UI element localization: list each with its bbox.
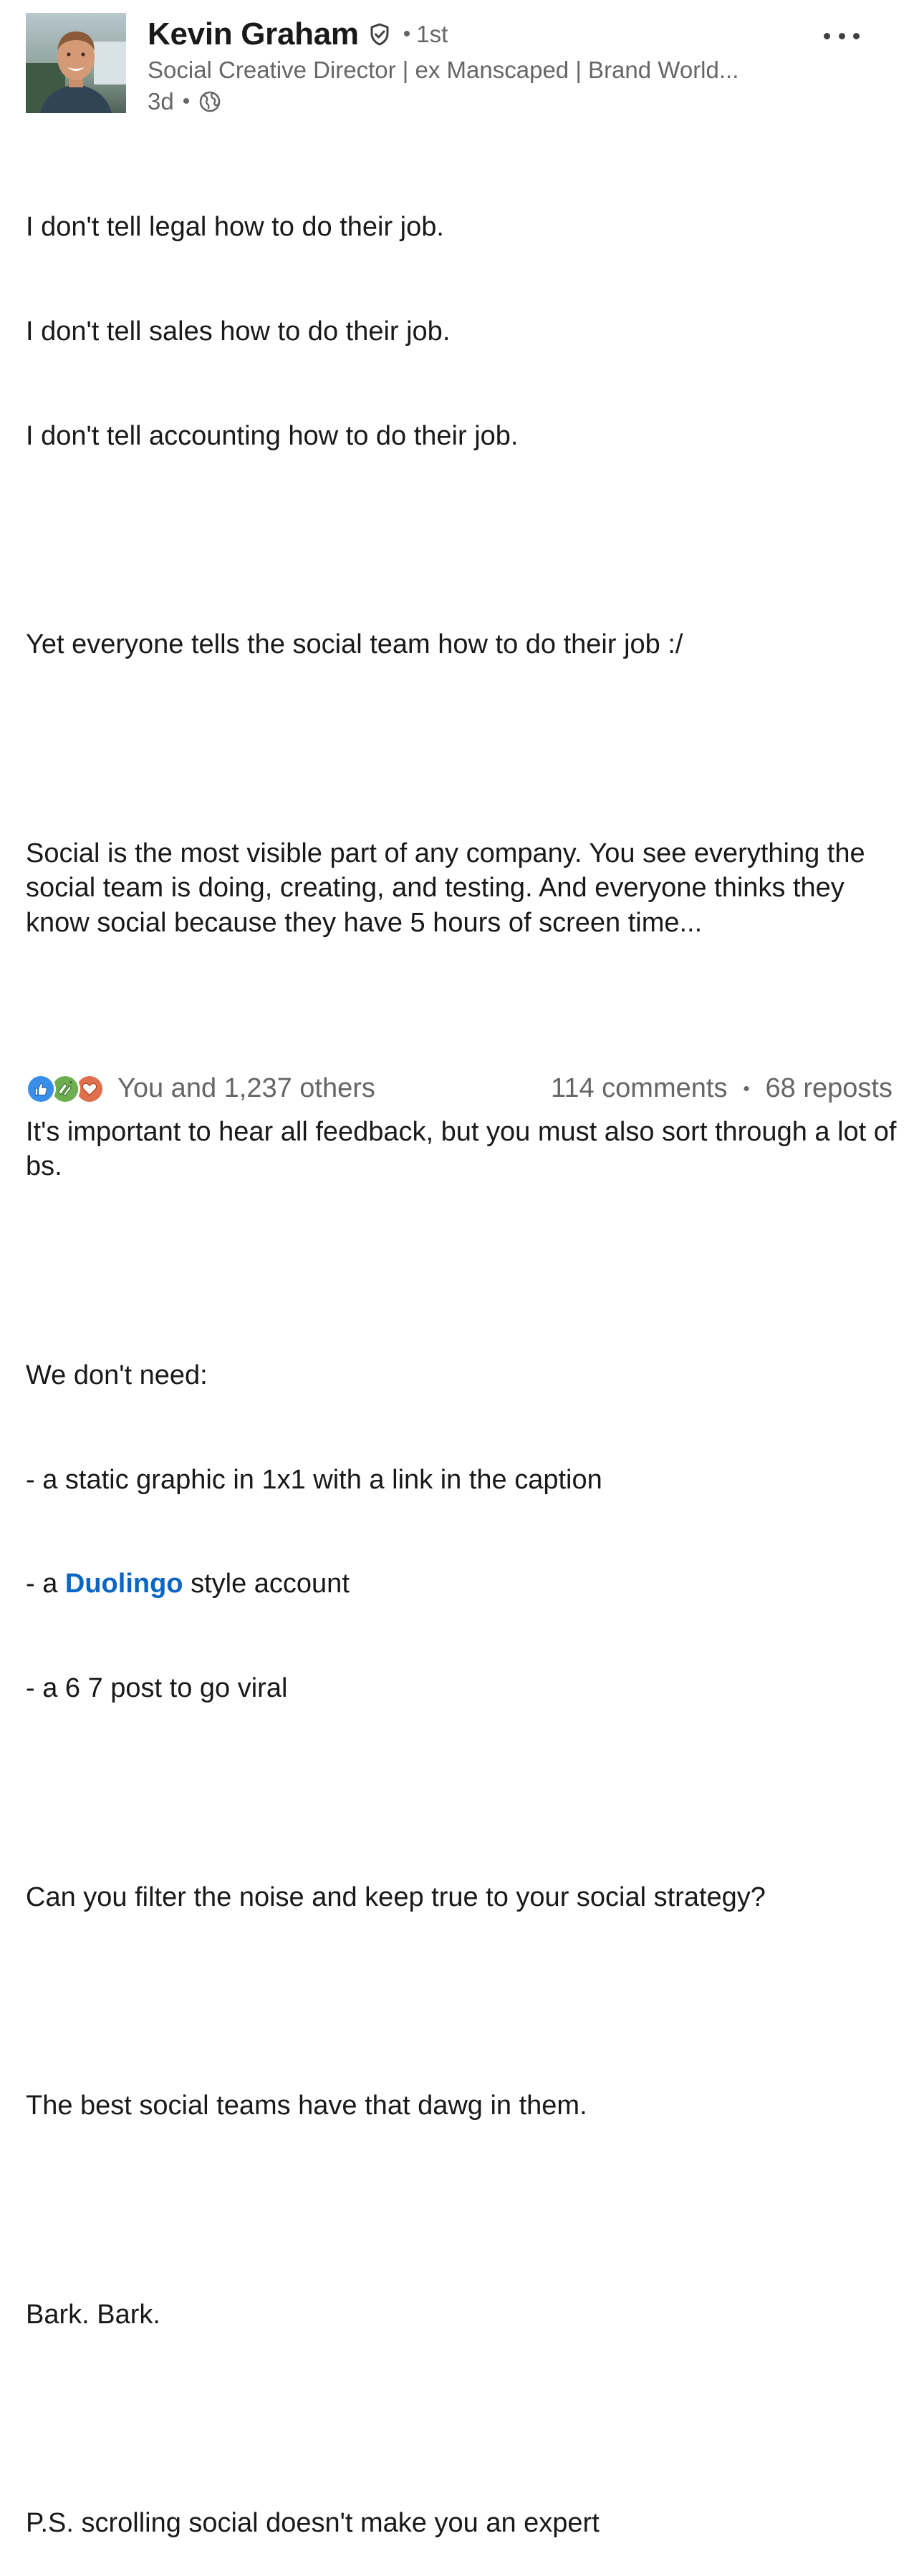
connection-degree: 1st [416,21,448,47]
post-line: I don't tell sales how to do their job. [26,316,451,347]
reposts-count[interactable]: 68 reposts [765,1072,892,1103]
list-item [26,1567,900,1602]
post-paragraph: It's important to hear all feedback, but you must also sort through a lot of bs. [26,1116,905,1182]
post-paragraph: P.S. scrolling social doesn't make you an expert [26,2508,600,2539]
more-horizontal-icon[interactable] [824,29,860,43]
shield-check-icon [367,22,392,47]
separator-dot: • [743,1077,750,1099]
post-body [26,140,905,2576]
like-reaction-icon [26,1074,56,1104]
author-headline: Social Creative Director | ex Manscaped | Brand World... [148,57,739,83]
post-timestamp-row [148,86,835,117]
post-paragraph: Can you filter the noise and keep true to your social strategy? [26,1882,766,1912]
list-intro: We don't need: [26,1360,208,1390]
reactions-count[interactable]: You and 1,237 others [117,1072,375,1103]
author-meta [148,14,835,117]
engagement-counts [551,1073,892,1104]
company-mention-link[interactable]: Duolingo [64,1569,183,1599]
social-counts-bar [26,1068,892,1108]
avatar[interactable] [26,13,126,113]
post-line: Yet everyone tells the social team how to do their job :/ [26,629,683,660]
separator-dot: • [403,22,411,46]
post-paragraph: Social is the most visible part of any company. You see everything the social team is doing, creating, and testing. And everyone thinks they know social because they have 5 hours of screen time... [26,838,873,939]
list-item: - a 6 7 post to go viral [26,1673,288,1704]
globe-icon [198,90,221,113]
post-paragraph: The best social teams have that dawg in them. [26,2091,587,2121]
post-line: I don't tell legal how to do their job. [26,212,444,243]
author-name[interactable]: Kevin Graham [148,16,359,52]
list-item: - a static graphic in 1x1 with a link in the caption [26,1464,602,1495]
post-time: 3d [148,88,174,115]
comments-count[interactable]: 114 comments [551,1072,728,1103]
author-name-row [148,14,835,54]
list-item-prefix: - a [26,1569,65,1599]
separator-dot: • [182,89,191,113]
post-paragraph: Bark. Bark. [26,2299,160,2330]
reaction-icons[interactable] [26,1071,109,1105]
post-header [26,13,907,120]
list-item-suffix: style account [183,1569,350,1599]
post-line: I don't tell accounting how to do their job. [26,420,519,451]
